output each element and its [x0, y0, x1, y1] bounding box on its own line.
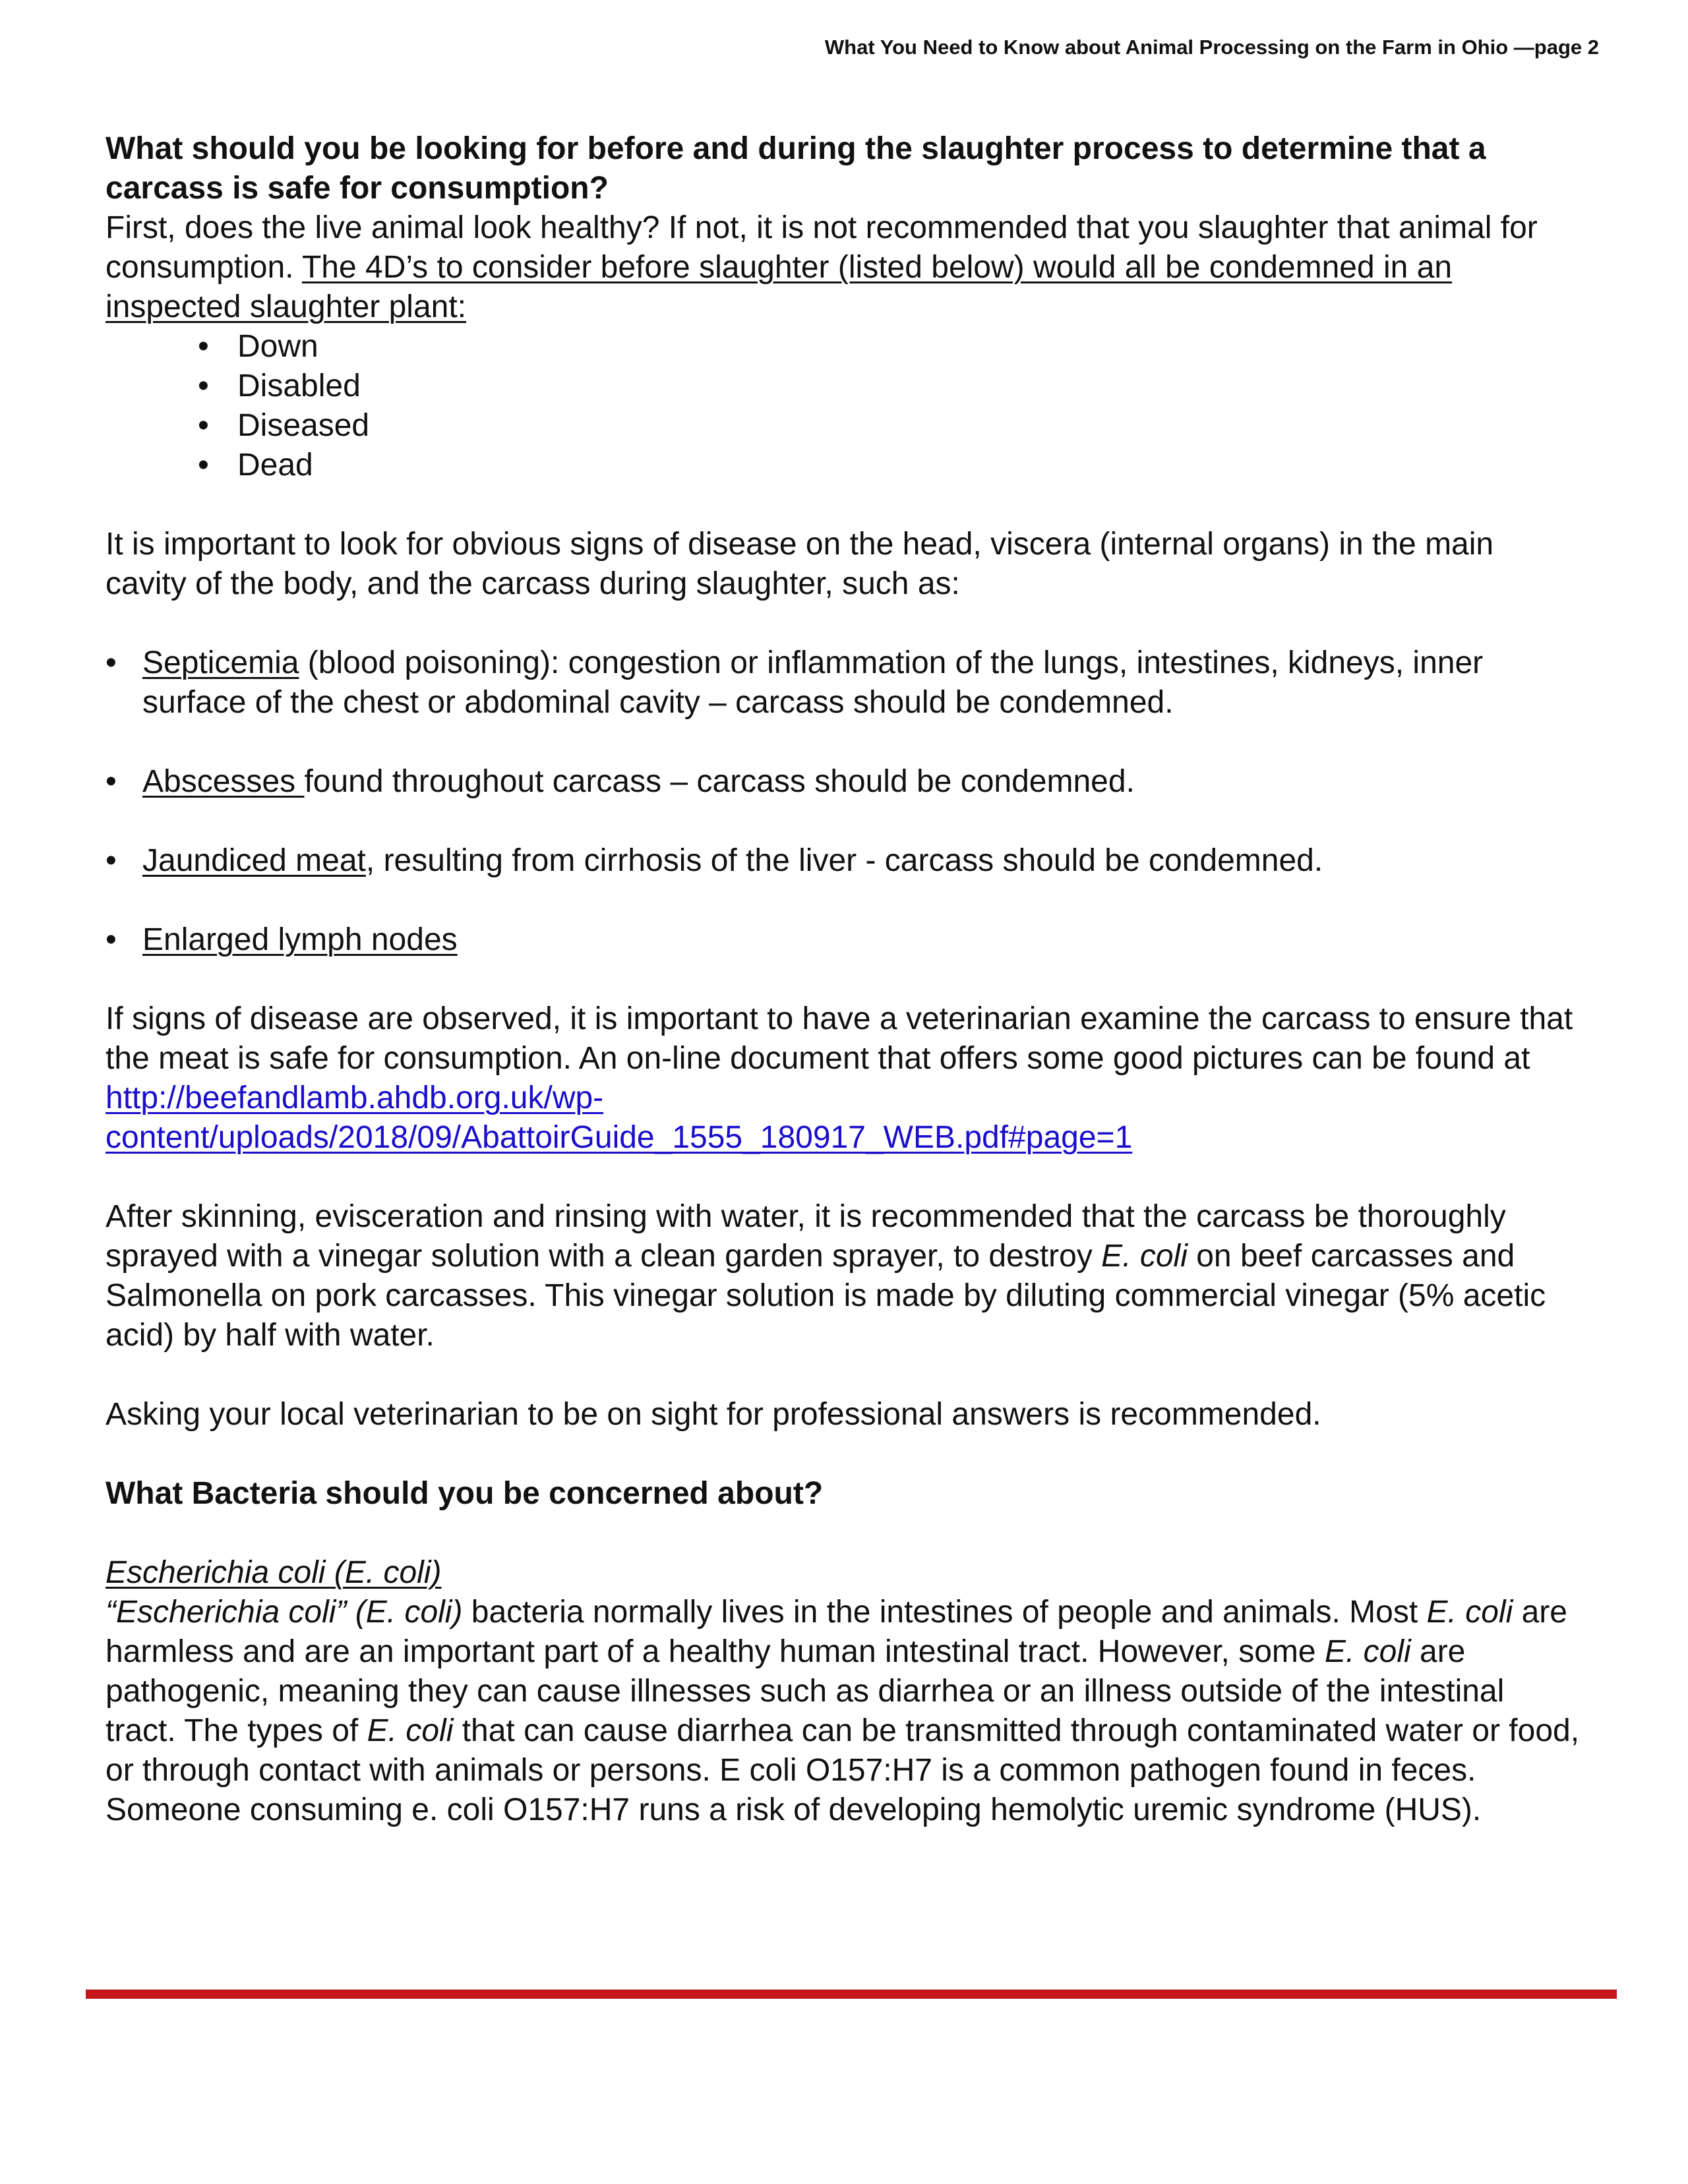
four-d-intro: The 4D’s to consider before slaughter (listed below) would all be condemned in an inspected slaughter plant:	[106, 250, 1453, 324]
ecoli-paragraph	[106, 1593, 1582, 1830]
sign-text: found throughout carcass – carcass should be condemned.	[304, 764, 1135, 799]
list-item: • Dead	[198, 446, 1582, 485]
ecoli-text: bacteria normally lives in the intestines of people and animals. Most	[462, 1595, 1427, 1630]
vet-on-sight-paragraph: Asking your local veterinarian to be on sight for professional answers is recommended.	[106, 1397, 1321, 1432]
ecoli-name: E. coli	[1324, 1634, 1411, 1669]
signs-intro: It is important to look for obvious signs of disease on the head, viscera (internal organs) in the main cavity of the body, and the carcass during slaughter, such as:	[106, 527, 1494, 601]
disease-signs-list	[106, 643, 1582, 960]
ecoli-name: E. coli	[367, 1713, 454, 1748]
veterinarian-paragraph	[106, 999, 1582, 1158]
abattoir-guide-link[interactable]: http://beefandlamb.ahdb.org.uk/wp-content/uploads/2018/09/AbattoirGuide_1555_180917_WEB.pdf#page=1	[106, 1080, 1133, 1155]
list-item	[106, 841, 1582, 881]
ecoli-text: that can cause diarrhea can be transmitted through contaminated water or food, or through contact with animals or persons. E coli O157:H7 is a common pathogen found in feces. Someone consuming e. coli O157:H7 runs a risk of developing hemolytic uremic syndrome (HUS).	[106, 1713, 1580, 1827]
list-item	[106, 643, 1582, 723]
footer-rule	[86, 1990, 1617, 1999]
sign-text: , resulting from cirrhosis of the liver - carcass should be condemned.	[365, 843, 1323, 878]
intro-text: First, does the live animal look healthy? If not, it is not recommended that you slaughter that animal for consumption.	[106, 210, 1538, 285]
sign-text: (blood poisoning): congestion or inflammation of the lungs, intestines, kidneys, inner surface of the chest or abdominal cavity – carcass should be condemned.	[142, 645, 1484, 720]
list-item: • Disabled	[198, 367, 1582, 406]
list-item: • Diseased	[198, 406, 1582, 446]
sign-term: Jaundiced meat	[142, 843, 366, 878]
spray-ecoli: E. coli	[1101, 1239, 1188, 1274]
section-heading-safety: What should you be looking for before and during the slaughter process to determine that a carcass is safe for consumption?	[106, 131, 1486, 206]
four-d-list	[106, 327, 1582, 485]
page-header: What You Need to Know about Animal Processing on the Farm in Ohio —page 2	[824, 36, 1599, 59]
ecoli-name: “Escherichia coli” (E. coli)	[106, 1595, 463, 1630]
list-item	[106, 762, 1582, 802]
vet-text: If signs of disease are observed, it is important to have a veterinarian examine the carcass to ensure that the meat is safe for consumption. An on-line document that offers some good pictures can be found at	[106, 1001, 1573, 1076]
section-heading-bacteria: What Bacteria should you be concerned about?	[106, 1476, 824, 1511]
document-body	[106, 129, 1582, 1830]
intro-paragraph	[106, 208, 1582, 327]
spray-text: on beef carcasses and Salmonella on pork carcasses. This vinegar solution is made by diluting commercial vinegar (5% acetic acid) by half with water.	[106, 1239, 1546, 1353]
spray-text: After skinning, evisceration and rinsing with water, it is recommended that the carcass be thoroughly sprayed with a vinegar solution with a clean garden sprayer, to destroy	[106, 1199, 1506, 1274]
list-item	[106, 920, 1582, 960]
ecoli-text: are harmless and are an important part of a healthy human intestinal tract. However, some	[106, 1595, 1567, 1669]
sign-term: Abscesses	[142, 764, 305, 799]
ecoli-subheading: Escherichia coli (E. coli)	[106, 1555, 442, 1590]
ecoli-text: are pathogenic, meaning they can cause illnesses such as diarrhea or an illness outside of the intestinal tract. The types of	[106, 1634, 1505, 1748]
sign-term: Septicemia	[142, 645, 299, 680]
ecoli-name: E. coli	[1426, 1595, 1513, 1630]
sign-term: Enlarged lymph nodes	[142, 922, 458, 957]
vinegar-spray-paragraph	[106, 1197, 1582, 1355]
list-item: • Down	[198, 327, 1582, 367]
